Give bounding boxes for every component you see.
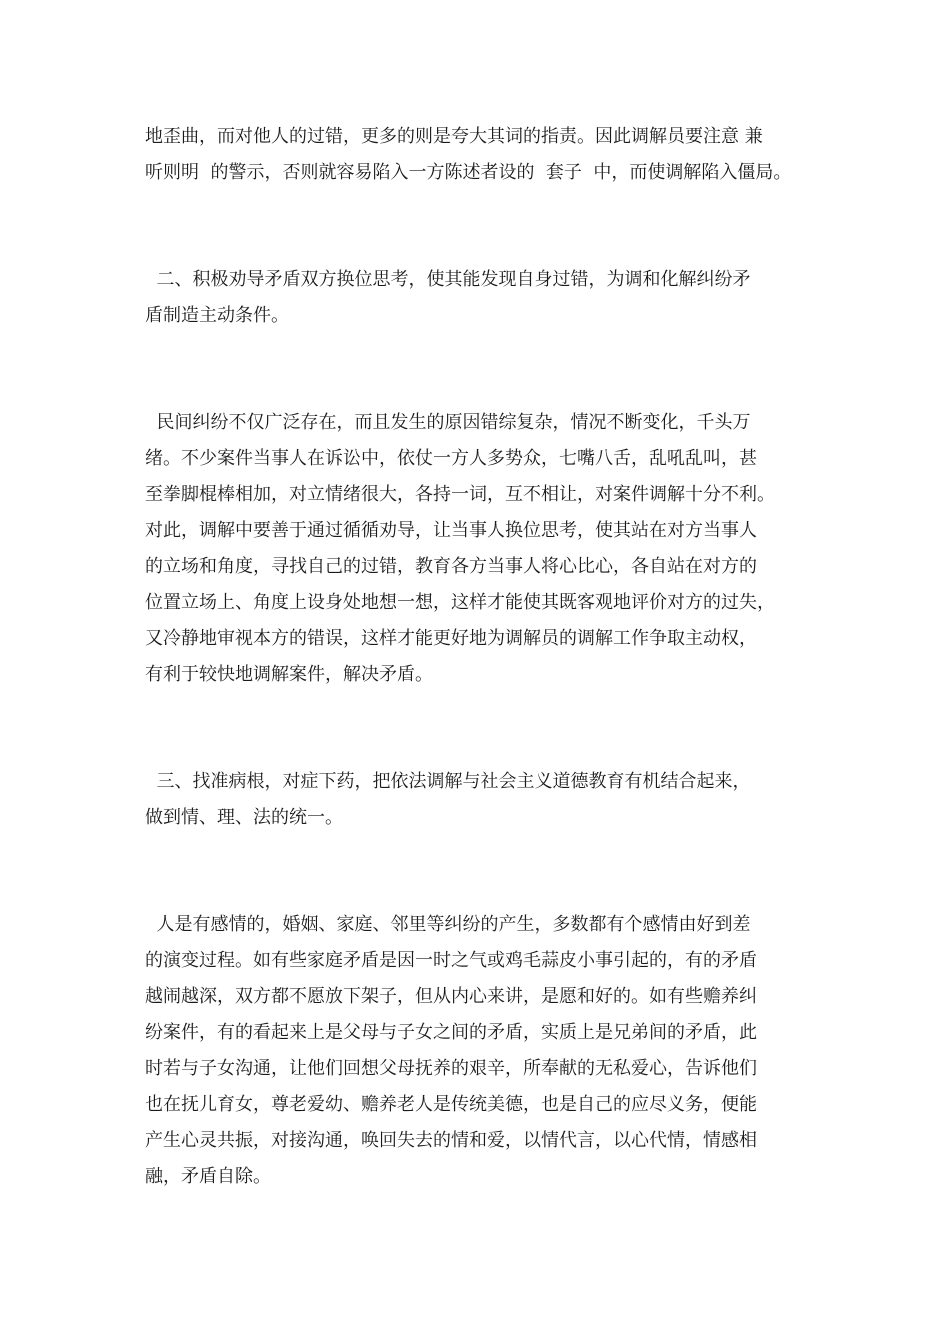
text-line: 对此，调解中要善于通过循循劝导，让当事人换位思考，使其站在对方当事人 (145, 520, 757, 541)
text-line: 位置立场上、角度上设身处地想一想，这样才能使其既客观地评价对方的过失， (145, 592, 775, 613)
text-line: 也在抚儿育女，尊老爱幼、赡养老人是传统美德，也是自己的应尽义务，便能 (145, 1094, 757, 1115)
text-line: 产生心灵共振，对接沟通，唤回失去的情和爱，以情代言，以心代情，情感相 (145, 1130, 757, 1151)
text-line: 盾制造主动条件。 (145, 305, 289, 326)
text-line: 二、积极劝导矛盾双方换位思考，使其能发现自身过错，为调和化解纠纷矛 (145, 269, 751, 290)
text-line: 民间纠纷不仅广泛存在，而且发生的原因错综复杂，情况不断变化，千头万 (145, 412, 751, 433)
text-line: 越闹越深，双方都不愿放下架子，但从内心来讲，是愿和好的。如有些赡养纠 (145, 986, 757, 1007)
text-line: 时若与子女沟通，让他们回想父母抚养的艰辛，所奉献的无私爱心，告诉他们 (145, 1058, 757, 1079)
text-line: 又冷静地审视本方的错误，这样才能更好地为调解员的调解工作争取主动权， (145, 628, 757, 649)
text-line: 至拳脚棍棒相加，对立情绪很大，各持一词，互不相让，对案件调解十分不利。 (145, 484, 775, 505)
text-line: 有利于较快地调解案件，解决矛盾。 (145, 664, 433, 685)
text-line: 融，矛盾自除。 (145, 1166, 271, 1187)
text-line: 做到情、理、法的统一。 (145, 807, 343, 828)
text-line: 的演变过程。如有些家庭矛盾是因一时之气或鸡毛蒜皮小事引起的，有的矛盾 (145, 950, 757, 971)
text-line: 人是有感情的，婚姻、家庭、邻里等纠纷的产生，多数都有个感情由好到差 (145, 914, 751, 935)
text-line: 听则明 的警示，否则就容易陷入一方陈述者设的 套子 中，而使调解陷入僵局。 (145, 162, 792, 183)
text-line: 地歪曲，而对他人的过错，更多的则是夸大其词的指责。因此调解员要注意 兼 (145, 126, 763, 147)
text-line: 的立场和角度，寻找自己的过错，教育各方当事人将心比心，各自站在对方的 (145, 556, 757, 577)
text-line: 三、找准病根，对症下药，把依法调解与社会主义道德教育有机结合起来， (145, 771, 751, 792)
text-line: 纷案件，有的看起来上是父母与子女之间的矛盾，实质上是兄弟间的矛盾，此 (145, 1022, 757, 1043)
text-line: 绪。不少案件当事人在诉讼中，依仗一方人多势众，七嘴八舌，乱吼乱叫，甚 (145, 448, 757, 469)
